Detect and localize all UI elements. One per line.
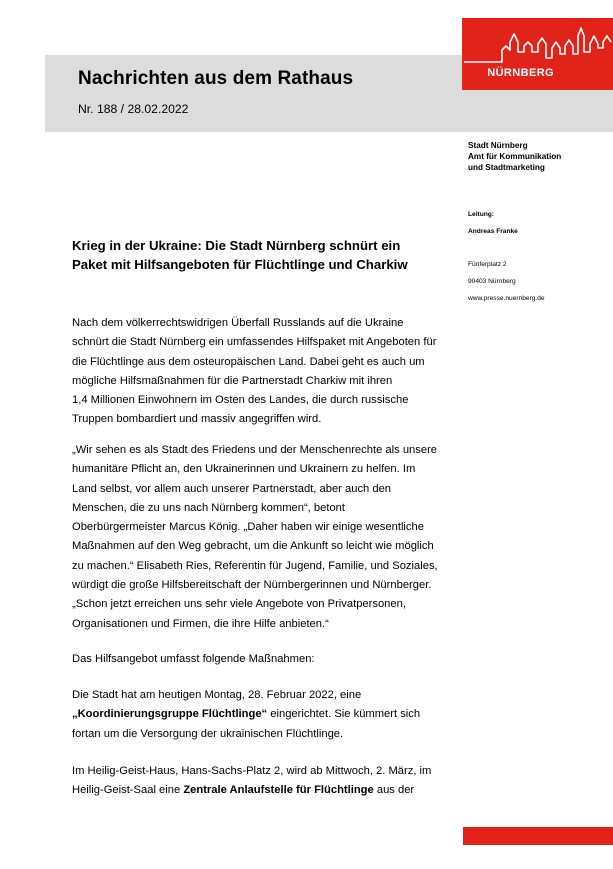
paragraph-1 [72, 314, 452, 430]
text-line [72, 705, 452, 724]
paragraph-2 [72, 441, 452, 634]
org-line: Stadt Nürnberg [468, 141, 528, 150]
text-line: „Schon jetzt erreichen uns sehr viele Angebote von Privatpersonen, [72, 598, 406, 611]
org-line: und Stadtmarketing [468, 163, 545, 172]
text-line: Land selbst, vor allem auch unserer Partnerstadt, aber auch den [72, 482, 392, 495]
leitung-label: Leitung: [468, 211, 495, 218]
address-city: 90403 Nürnberg [468, 278, 516, 285]
page-title: Nachrichten aus dem Rathaus [78, 68, 354, 89]
text-line: fortan um die Versorgung der ukrainischen Flüchtlinge. [72, 727, 344, 740]
bold-term: „Koordinierungsgruppe Flüchtlinge“ [72, 708, 268, 721]
bold-term: Zentrale Anlaufstelle für Flüchtlinge [183, 784, 374, 797]
headline-line: Krieg in der Ukraine: Die Stadt Nürnberg schnürt ein [72, 238, 401, 253]
text-line: humanitäre Pflicht an, den Ukrainerinnen und Ukrainern zu helfen. Im [72, 463, 416, 476]
city-logo [462, 18, 613, 90]
text-line: Nach dem völkerrechtswidrigen Überfall Russlands auf die Ukraine [72, 317, 404, 329]
text-line: schnürt die Stadt Nürnberg ein umfassendes Hilfspaket mit Angeboten für [72, 336, 437, 349]
text-line: Im Heilig-Geist-Haus, Hans-Sachs-Platz 2, wird ab Mittwoch, 2. März, im [72, 765, 432, 777]
text-span: Heilig-Geist-Saal eine [72, 784, 184, 797]
website-link[interactable]: www.presse.nuernberg.de [468, 295, 545, 302]
text-line: „Wir sehen es als Stadt des Friedens und der Menschenrechte als unsere [72, 444, 438, 456]
paragraph-5 [72, 762, 452, 801]
logo-wordmark: NÜRNBERG [487, 67, 554, 79]
text-line: zu machen.“ Elisabeth Ries, Referentin für Jugend, Familie, und Soziales, [72, 559, 438, 572]
paragraph-3: Das Hilfsangebot umfasst folgende Maßnahmen: [72, 653, 315, 665]
text-line: Menschen, die zu uns nach Nürnberg kommen“, betont [72, 501, 346, 514]
footer-accent-bar [463, 827, 613, 845]
text-line: Oberbürgermeister Marcus König. „Daher haben wir einige wesentliche [72, 521, 424, 534]
text-span: eingerichtet. Sie kümmert sich [267, 708, 421, 721]
text-span: aus der [373, 784, 415, 797]
text-line [72, 781, 452, 800]
text-line: Organisationen und Firmen, die ihre Hilfe anbieten.“ [72, 617, 329, 630]
address-street: Fünferplatz 2 [468, 261, 507, 268]
text-line: mögliche Hilfsmaßnahmen für die Partnerstadt Charkiw mit ihren [72, 374, 393, 387]
headline-line: Paket mit Hilfsangeboten für Flüchtlinge und Charkiw [72, 257, 408, 272]
issue-number: Nr. 188 / 28.02.2022 [78, 102, 189, 116]
paragraph-4 [72, 686, 452, 744]
leitung-name: Andreas Franke [468, 228, 518, 235]
castle-skyline-icon [462, 18, 613, 90]
text-line: würdigt die große Hilfsbereitschaft der Nürnbergerinnen und Nürnberger. [72, 579, 432, 592]
sidebar-organization [468, 140, 561, 173]
text-line: 1,4 Millionen Einwohnern im Osten des Landes, die durch russische [72, 394, 409, 407]
text-line: Maßnahmen auf den Weg gebracht, um die Ankunft so leicht wie möglich [72, 540, 434, 553]
text-line: Die Stadt hat am heutigen Montag, 28. Februar 2022, eine [72, 689, 362, 701]
org-line: Amt für Kommunikation [468, 152, 562, 161]
article-headline [72, 236, 452, 274]
text-line: die Flüchtlinge aus dem osteuropäischen Land. Dabei geht es auch um [72, 355, 425, 368]
text-line: Truppen bombardiert und massiv angegriffen wird. [72, 413, 322, 426]
